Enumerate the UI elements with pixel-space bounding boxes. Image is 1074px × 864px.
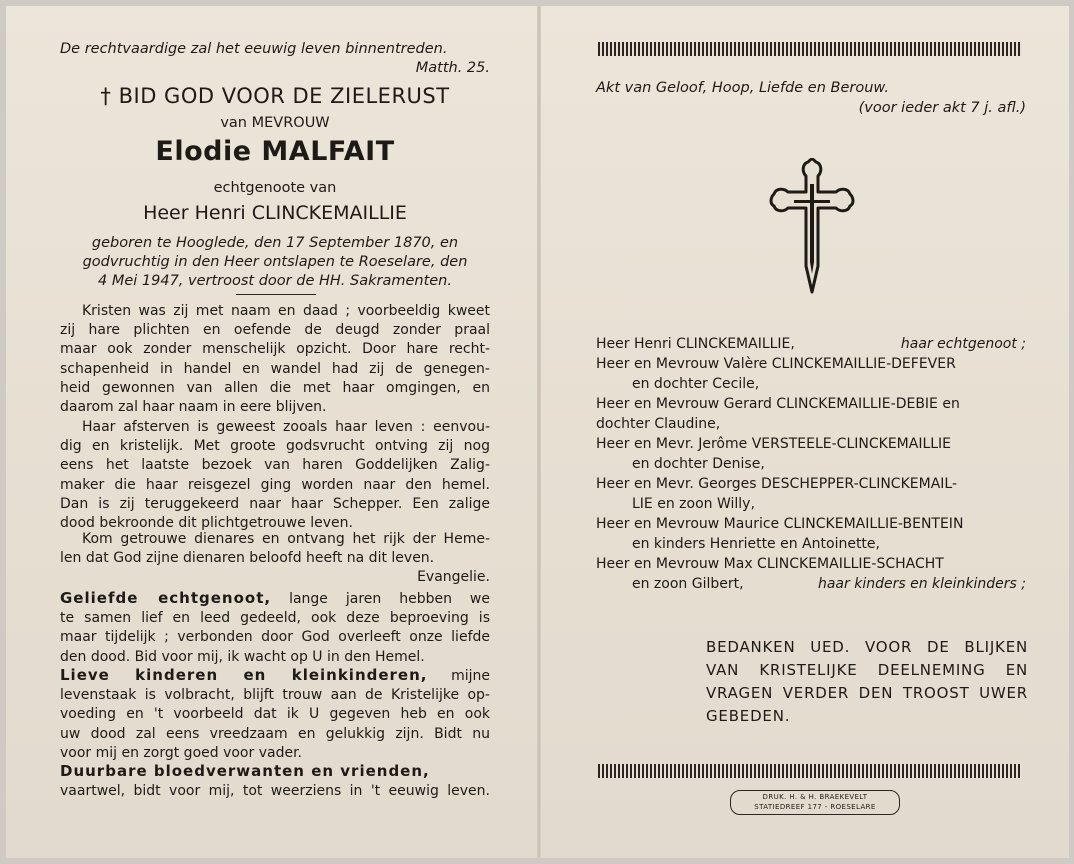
cross-icon [766, 158, 858, 300]
text-line: uw dood zal eens vreedzaam en gelukkig zijn. Bidt nu [60, 725, 490, 742]
verse-text: De rechtvaardige zal het eeuwig leven binnentreden. [60, 41, 448, 57]
paragraph-relatives [60, 762, 490, 801]
text-line [60, 589, 490, 609]
gospel-reference: Evangelie. [417, 569, 490, 586]
paragraph-gospel [60, 530, 490, 588]
family-sub [596, 454, 1026, 474]
spouse-intro: echtgenoote van [213, 180, 337, 196]
family-main: Heer Henri CLINCKEMAILLIE, [596, 336, 795, 352]
thanks-line: GEBEDEN. [706, 707, 791, 725]
thanks-text [706, 636, 1028, 728]
text-line: eens het laatste bezoek van haren Goddelijken Zalig- [60, 457, 490, 474]
text-line: levenstaak is volbracht, blijft trouw aan de Kristelijke op- [60, 687, 490, 704]
text-line: dood bekroonde dit plichtgetrouwe leven. [60, 515, 353, 532]
family-relation: haar echtgenoot ; [900, 336, 1026, 352]
family-main: Heer en Mevrouw Gerard CLINCKEMAILLIE-DEBIE en [596, 396, 960, 412]
text-line: len dat God zijne dienaren beloofd heeft na dit leven. [60, 550, 435, 567]
text-line: maker die haar reisgezel ging worden naar den hemel. [60, 476, 490, 493]
family-row [596, 474, 1026, 494]
text-line: dig en kristelijk. Met groote godsvrucht ontving zij nog [60, 438, 490, 455]
family-sub-text: LIE en zoon Willy, [632, 496, 755, 512]
text-line [60, 762, 490, 782]
birth-death-details [60, 234, 490, 291]
family-sub-text: en kinders Henriette en Antoinette, [632, 536, 880, 552]
decorative-border-top [598, 42, 1022, 56]
family-sub [596, 534, 1026, 554]
family-row [596, 334, 1026, 354]
text-line: vaartwel, bidt voor mij, tot weerziens in 't eeuwig leven. [60, 783, 490, 800]
family-row [596, 434, 1026, 454]
family-sub [596, 414, 1026, 434]
address-heading: Duurbare bloedverwanten en vrienden, [60, 762, 430, 780]
family-sub [596, 494, 1026, 514]
text-line: den dood. Bid voor mij, ik wacht op U in den Hemel. [60, 648, 425, 665]
paragraph-character [60, 302, 490, 417]
paragraph-death [60, 418, 490, 533]
text-line: heid gewonnen van allen die met haar omgingen, en [60, 379, 490, 396]
family-main: Heer en Mevrouw Maurice CLINCKEMAILLIE-BENTEIN [596, 516, 964, 532]
paragraph-children [60, 666, 490, 763]
text-fragment: lange jaren hebben we [289, 591, 490, 607]
family-sub [596, 574, 1026, 594]
text-line: schapenheid in handel en wandel had zij de genegen- [60, 360, 490, 377]
text-line: Haar afsterven is geweest zooals haar leven : eenvou- [82, 419, 490, 435]
family-sub-text: en zoon Gilbert, [632, 576, 744, 592]
prayer-heading: † BID GOD VOOR DE ZIELERUST [100, 84, 450, 108]
verse-reference: Matth. 25. [415, 60, 490, 76]
family-relation: haar kinders en kleinkinders ; [817, 576, 1026, 592]
divider [236, 294, 316, 295]
thanks-line: BEDANKEN UED. VOOR DE BLIJKEN [706, 638, 1028, 656]
text-line: voor mij en zorgt goed voor vader. [60, 744, 302, 761]
akt-title: Akt van Geloof, Hoop, Liefde en Berouw. [596, 80, 889, 96]
born-line: godvruchtig in den Heer ontslapen te Roeselare, den [82, 254, 468, 270]
paragraph-spouse [60, 589, 490, 667]
thanks-line: VAN KRISTELIJKE DEELNEMING EN [706, 661, 1028, 679]
family-list [596, 334, 1026, 594]
family-sub [596, 374, 1026, 394]
decorative-border-bottom [598, 764, 1022, 778]
family-sub-text: en dochter Cecile, [632, 376, 760, 392]
text-line: zij hare plichten en oefende de deugd zonder praal [60, 322, 490, 339]
text-line: te samen lief en leed gedeeld, ook deze beproeving is [60, 610, 490, 627]
born-line: 4 Mei 1947, vertroost door de HH. Sakramenten. [98, 273, 452, 289]
text-line: Kom getrouwe dienares en ontvang het rijk der Heme- [82, 531, 490, 547]
text-line: maar tijdelijk ; verbonden door God overleeft onze liefde [60, 629, 490, 646]
family-main: Heer en Mevr. Jerôme VERSTEELE-CLINCKEMAILLIE [596, 436, 952, 452]
family-main: Heer en Mevr. Georges DESCHEPPER-CLINCKEMAIL- [596, 476, 957, 492]
family-main: Heer en Mevrouw Valère CLINCKEMAILLIE-DEFEVER [596, 356, 956, 372]
text-fragment: mijne [451, 668, 490, 684]
bible-verse [60, 40, 490, 78]
address-heading: Lieve kinderen en kleinkinderen, [60, 666, 428, 684]
family-row [596, 354, 1026, 374]
text-line: maar ook zonder menschelijk opzicht. Door hare recht- [60, 341, 490, 358]
printer-stamp [730, 790, 900, 815]
family-sub-text: en dochter Denise, [632, 456, 765, 472]
act-of-faith [596, 78, 1026, 118]
text-line: voeding en 't voorbeeld dat ik U gegeven heb en ook [60, 706, 490, 723]
text-line: Dan is zij teruggekeerd naar haar Schepper. Een zalige [60, 495, 490, 512]
printer-line: DRUK. H. & H. BRAEKEVELT [762, 793, 868, 801]
family-main: Heer en Mevrouw Max CLINCKEMAILLIE-SCHACHT [596, 556, 944, 572]
family-row [596, 394, 1026, 414]
family-row [596, 554, 1026, 574]
born-line: geboren te Hooglede, den 17 September 1870, en [91, 235, 459, 251]
address-heading: Geliefde echtgenoot, [60, 589, 272, 607]
spouse-name: Heer Henri CLINCKEMAILLIE [143, 202, 407, 224]
family-row [596, 514, 1026, 534]
deceased-name: Elodie MALFAIT [155, 136, 395, 167]
text-line: daarom zal haar naam in eere blijven. [60, 399, 327, 416]
text-line [60, 666, 490, 686]
van-mevrouw: van MEVROUW [220, 115, 330, 131]
akt-indulgence: (voor ieder akt 7 j. afl.) [858, 100, 1026, 116]
family-sub-text: dochter Claudine, [596, 416, 721, 432]
thanks-line: VRAGEN VERDER DEN TROOST UWER [706, 684, 1028, 702]
printer-line: STATIEDREEF 177 - ROESELARE [754, 803, 876, 811]
text-line: Kristen was zij met naam en daad ; voorbeeldig kweet [82, 303, 490, 319]
